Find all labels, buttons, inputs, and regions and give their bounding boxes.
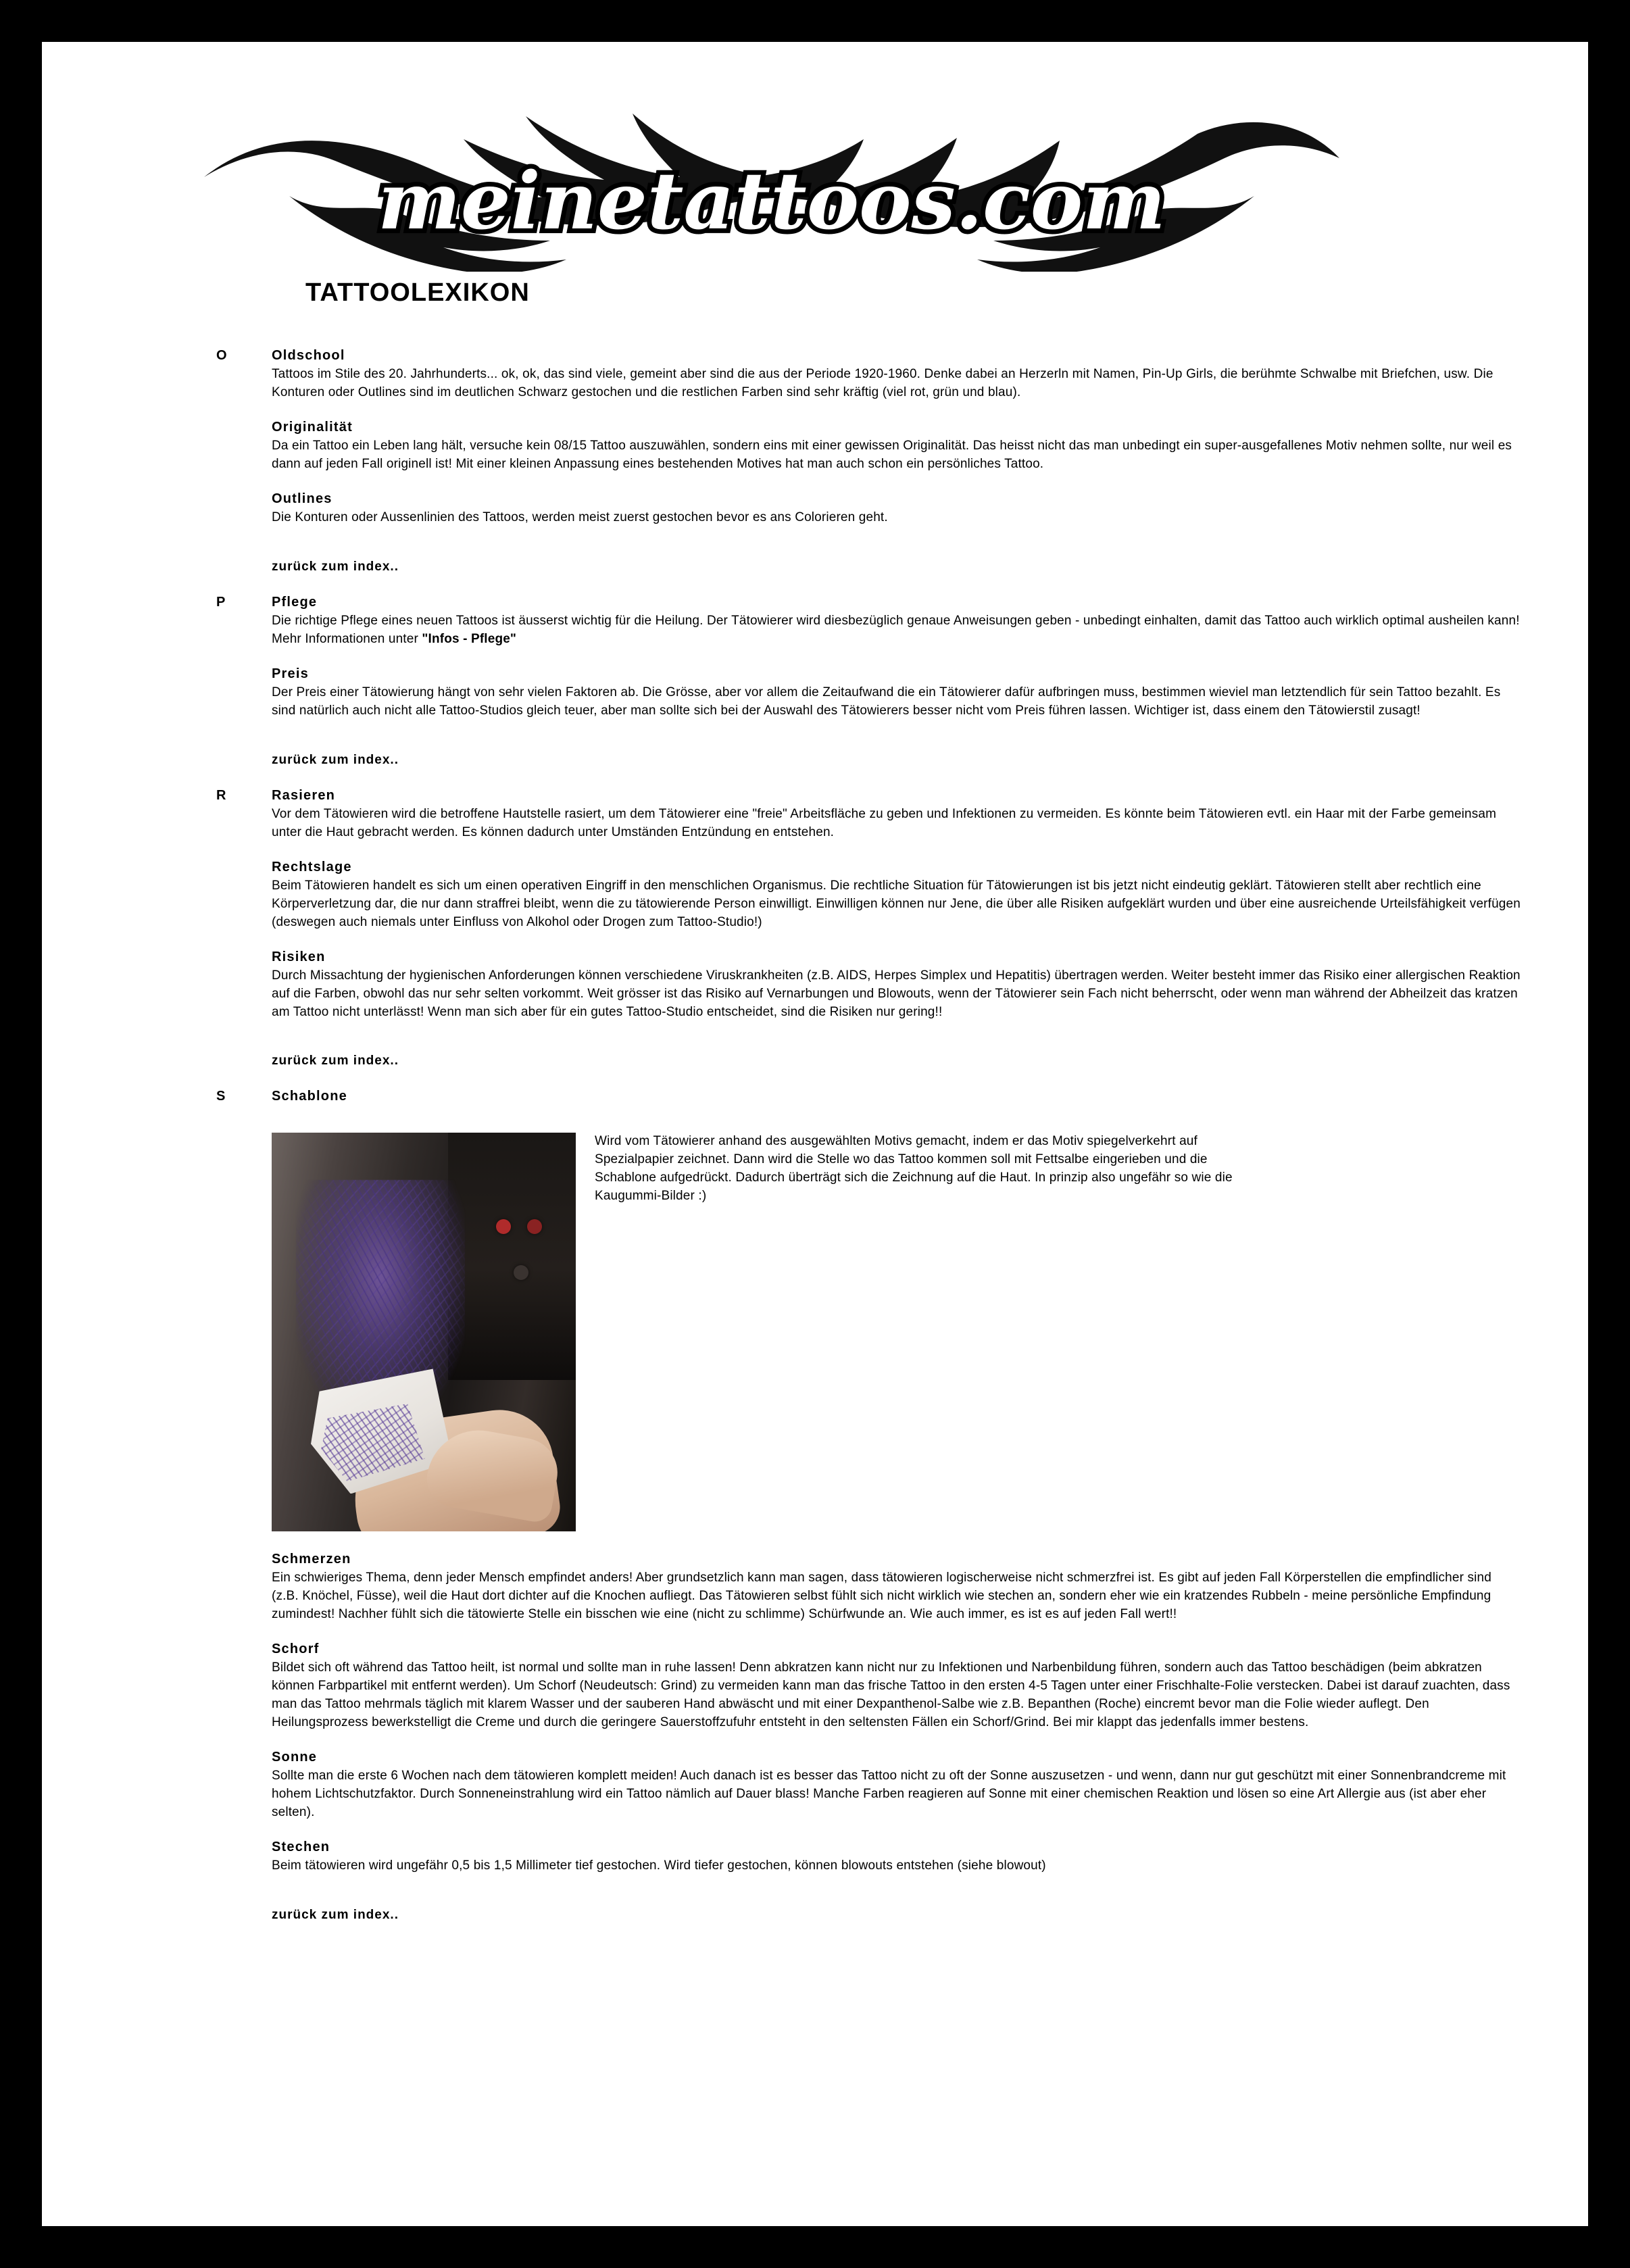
term-stechen: Stechen [272, 1840, 330, 1855]
text-rasieren: Vor dem Tätowieren wird die betroffene Hautstelle rasiert, um dem Tätowierer eine "freie" Arbeitsfläche zu geben und Infektionen zu vermeiden. Es könnte beim Tätowieren evtl. ein Haar mit der Farbe gemeinsam unter die Haut gebracht werden. Es können dadurch unter Umständen Entzündung en entstehen. [272, 806, 1497, 839]
term-oldschool: Oldschool [272, 348, 345, 363]
letter-heading-p: P [216, 594, 226, 610]
term-schmerzen: Schmerzen [272, 1552, 351, 1567]
term-rasieren: Rasieren [272, 787, 336, 803]
back-to-index-link-3[interactable]: zurück zum index.. [272, 1054, 399, 1068]
page-title: TATTOOLEXIKON [305, 278, 530, 307]
term-preis: Preis [272, 666, 309, 681]
figure-caption: Wird vom Tätowierer anhand des ausgewählten Motivs gemacht, indem er das Motiv spiegelverkehrt auf Spezialpapier zeichnet. Dann wird die Stelle wo das Tattoo kommen soll mit Fettsalbe eingerieben und die Schablone aufgedrückt. Dadurch überträgt sich die Zeichnung auf die Haut. In prinzip also ungefähr so wie die Kaugummi-Bilder :) [595, 1134, 1233, 1204]
entry-outlines [272, 491, 1521, 527]
document-page [42, 42, 1588, 2226]
term-schorf: Schorf [272, 1642, 320, 1657]
term-sonne: Sonne [272, 1750, 318, 1765]
letter-heading-o: O [216, 348, 228, 363]
text-pflege-bold: "Infos - Pflege" [422, 631, 517, 646]
text-sonne: Sollte man die erste 6 Wochen nach dem tätowieren komplett meiden! Auch danach ist es besser das Tattoo nicht zu oft der Sonne auszusetzen - und wenn, dann nur gut geschützt mit einer Sonnenbrandcreme mit hohem Lichtschutzfaktor. Durch Sonneneinstrahlung wird ein Tattoo nämlich auf Dauer blass! Manche Farben reagieren auf Sonne mit einer chemischen Reaktion und lösen so eine Art Allergie aus (ist aber eher selten). [272, 1769, 1506, 1820]
text-outlines: Die Konturen oder Aussenlinien des Tattoos, werden meist zuerst gestochen bevor es ans Colorieren geht. [272, 510, 888, 524]
term-risiken: Risiken [272, 949, 326, 964]
entry-sonne [272, 1750, 1521, 1822]
back-to-index-link-4[interactable]: zurück zum index.. [272, 1908, 399, 1923]
letter-heading-s: S [216, 1089, 226, 1104]
term-rechtslage: Rechtslage [272, 859, 352, 874]
site-header [42, 42, 1588, 272]
term-schablone: Schablone [272, 1089, 347, 1104]
text-preis: Der Preis einer Tätowierung hängt von sehr vielen Faktoren ab. Die Grösse, aber vor allem die Zeitaufwand die ein Tätowierer dafür aufbringen muss, bestimmen wieviel man letztendlich für sein Tattoo bezahlt. Es sind natürlich auch nicht alle Tattoo-Studios gleich teuer, aber man sollte sich bei der Auswahl des Tätowierers besser nicht vom Preis führen lassen. Wichtiger ist, dass einem den Tätowierstil zusagt! [272, 685, 1501, 718]
letter-heading-r: R [216, 787, 227, 803]
entry-risiken [272, 950, 1521, 1022]
logo-wordmark: meinetattoos.com [378, 155, 1166, 247]
term-outlines: Outlines [272, 491, 332, 506]
text-stechen: Beim tätowieren wird ungefähr 0,5 bis 1,5 Millimeter tief gestochen. Wird tiefer gestochen, können blowouts entstehen (siehe blowout) [272, 1858, 1046, 1873]
document-content [42, 348, 1588, 1943]
tribal-banner-logo-icon [191, 96, 1353, 272]
text-pflege-main: Die richtige Pflege eines neuen Tattoos ist äusserst wichtig für die Heilung. Der Tätowierer wird diesbezüglich genaue Anweisungen geben - unbedingt einhalten, damit das Tattoo auch wirklich optimal ausheilen kann! Mehr Informationen unter [272, 613, 1520, 646]
text-oldschool: Tattoos im Stile des 20. Jahrhunderts... ok, ok, das sind viele, gemeint aber sind die aus der Periode 1920-1960. Denke dabei an Herzerln mit Namen, Pin-Up Girls, die berühmte Schwalbe mit Briefchen, usw. Die Konturen oder Outlines sind im deutlichen Schwarz gestochen und die restlichen Farben sind sehr kräftig (viel rot, grün und blau). [272, 367, 1493, 399]
text-originalitaet: Da ein Tattoo ein Leben lang hält, versuche kein 08/15 Tattoo auszuwählen, sondern eins mit einer gewissen Originalität. Das heisst nicht das man unbedingt ein super-ausgefallenes Motiv nehmen sollte, nur weil es dann auf jeden Fall originell ist! Mit einer kleinen Anpassung eines bestehenden Motives hat man auch schon ein persönliches Tattoo. [272, 438, 1512, 471]
entry-rechtslage [272, 860, 1521, 932]
entry-schorf [272, 1642, 1521, 1732]
entry-oldschool [216, 348, 1521, 402]
text-risiken: Durch Missachtung der hygienischen Anforderungen können verschiedene Viruskrankheiten (z.B. AIDS, Herpes Simplex und Hepatitis) übertragen werden. Weiter besteht immer das Risiko einer allergischen Reaktion auf die Farben, obwohl das nur sehr selten vorkommt. Weit grösser ist das Risiko auf Vernarbungen und Blowouts, wenn der Tätowierer sein Fach nicht beherrscht, oder wenn man während der Abheilzeit das kratzen am Tattoo nicht unterlässt! Wenn man sich aber für ein gutes Tattoo-Studio entscheidet, sind die Risiken nur gering!! [272, 968, 1521, 1019]
stencil-photo [272, 1133, 576, 1531]
back-to-index-link-1[interactable]: zurück zum index.. [272, 559, 399, 574]
entry-schmerzen [272, 1552, 1521, 1624]
photo-equipment-panel [448, 1133, 576, 1380]
entry-rasieren [216, 787, 1521, 842]
text-schorf: Bildet sich oft während das Tattoo heilt, ist normal und sollte man in ruhe lassen! Denn abkratzen kann nicht nur zu Infektionen und Narbenbildung führen, sondern auch das Tattoo beschädigen (beim abkratzen können Farbpartikel mit entfernt werden). Um Schorf (Neudeutsch: Grind) zu vermeiden kann man das frische Tattoo in den ersten 4-5 Tagen unter einer Frischhalte-Folie verstecken. Dabei ist darauf zuachten, dass man das Tattoo mehrmals täglich mit klarem Wasser und der sauberen Hand abwäscht und mit einer Dexpanthenol-Salbe wie z.B. Bepanthen (Roche) eincremt bevor man die Folie wieder auflegt. Den Heilungsprozess bewerkstelligt die Creme und durch die geringere Sauerstoffzufuhr entsteht in den seltensten Fällen ein Schorf/Grind. Bei mir klappt das jedenfalls immer bestens. [272, 1660, 1510, 1730]
entry-stechen [272, 1840, 1521, 1875]
figure-schablone [272, 1133, 1521, 1531]
text-pflege [272, 612, 1521, 649]
back-to-index-link-2[interactable]: zurück zum index.. [272, 752, 399, 767]
text-schmerzen: Ein schwieriges Thema, denn jeder Mensch empfindet anders! Aber grundsetzlich kann man sagen, dass tätowieren logischerweise nicht schmerzfrei ist. Es gibt auf jeden Fall Körperstellen die empfindlicher sind (z.B. Knöchel, Füsse), weil die Haut dort dichter auf die Knochen aufliegt. Das Tätowieren selbst fühlt sich nicht wirklich wie stechen an, sondern eher wie ein kratzendes Rubbeln - meine persönliche Empfindung zumindest! Nachher fühlt sich die tätowierte Stelle ein bisschen wie eine (nicht zu schlimme) Schürfwunde an. Wie auch immer, es ist es auf jeden Fall wert!! [272, 1571, 1491, 1622]
entry-preis [272, 666, 1521, 720]
term-originalitaet: Originalität [272, 419, 353, 435]
text-rechtslage: Beim Tätowieren handelt es sich um einen operativen Eingriff in den menschlichen Organismus. Die rechtliche Situation für Tätowierungen ist bis jetzt nicht eindeutig geklärt. Tätowieren stellt aber rechtlich eine Körperverletzung dar, die nur dann straffrei bleibt, wenn die zu tätowierende Person einwilligt. Einwilligen können nur Jene, die über alle Risiken aufgeklärt wurden und über eine ausreichende Urteilsfähigkeit verfügen (deswegen auch niemals unter Einfluss von Alkohol oder Drogen zum Tattoo-Studio!) [272, 878, 1521, 929]
entry-originalitaet [272, 420, 1521, 474]
entry-schablone [216, 1089, 1521, 1104]
entry-pflege [216, 594, 1521, 649]
term-pflege: Pflege [272, 594, 318, 610]
